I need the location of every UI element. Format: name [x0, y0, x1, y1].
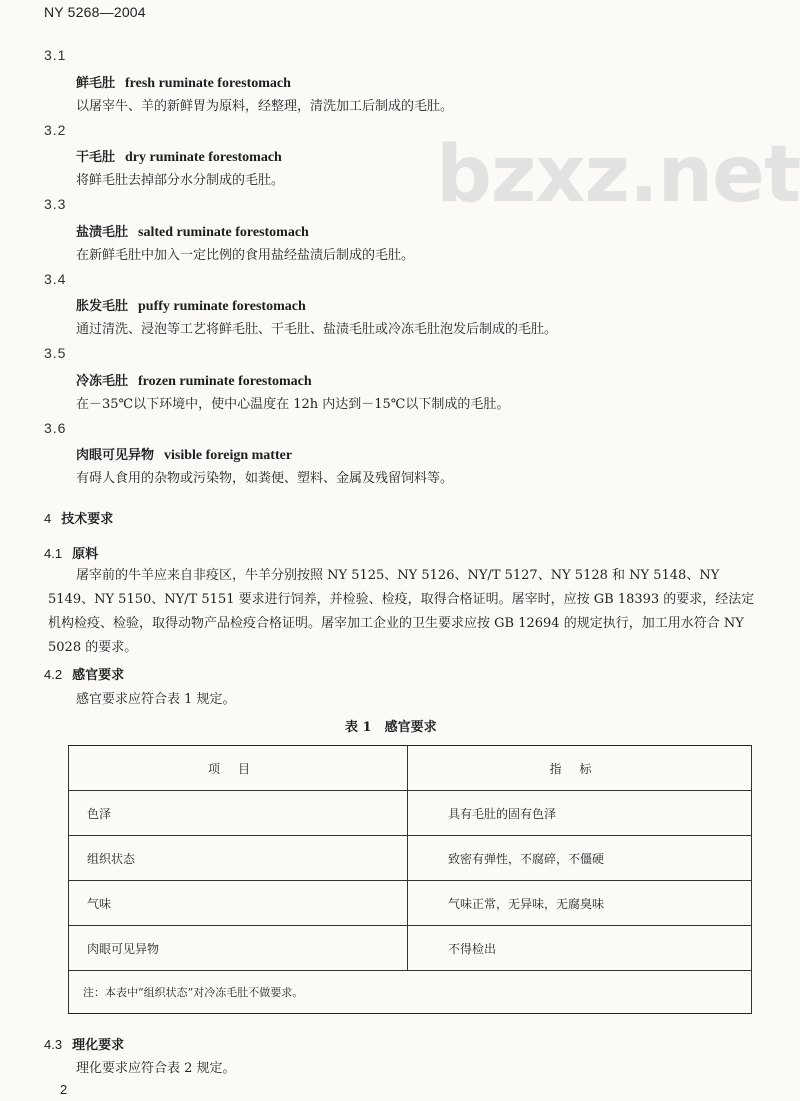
page-number: 2 — [60, 1082, 68, 1097]
term-en: fresh ruminate forestomach — [125, 76, 291, 91]
term-number: 3.5 — [44, 345, 67, 361]
table-note-row — [69, 971, 752, 1014]
table-row — [69, 791, 752, 836]
term-zh: 鲜毛肚 — [76, 76, 116, 91]
term-number: 3.3 — [44, 196, 67, 212]
subsection-number: 4.3 — [44, 1037, 63, 1052]
term-title — [76, 72, 291, 92]
value-cell: 具有毛肚的固有色泽 — [408, 791, 752, 836]
term-definition: 在－35℃以下环境中，使中心温度在 12h 内达到－15℃以下制成的毛肚。 — [76, 397, 510, 412]
table-row — [69, 926, 752, 971]
term-number: 3.1 — [44, 47, 67, 63]
term-number: 3.2 — [44, 122, 67, 138]
term-number: 3.6 — [44, 420, 67, 436]
section-title: 技术要求 — [61, 512, 114, 527]
value-cell: 气味正常，无异味，无腐臭味 — [408, 881, 752, 926]
term-definition: 将鲜毛肚去掉部分水分制成的毛肚。 — [76, 173, 285, 188]
physicochemical-paragraph: 理化要求应符合表 2 规定。 — [76, 1061, 236, 1076]
term-definition: 通过清洗、浸泡等工艺将鲜毛肚、干毛肚、盐渍毛肚或冷冻毛肚泡发后制成的毛肚。 — [76, 322, 558, 337]
table-note: 注：本表中“组织状态”对冷冻毛肚不做要求。 — [69, 971, 752, 1014]
term-title — [76, 444, 292, 464]
subsection-title: 原料 — [72, 547, 99, 562]
item-cell: 肉眼可见异物 — [69, 926, 408, 971]
section-heading — [44, 508, 113, 527]
item-cell: 气味 — [69, 881, 408, 926]
term-en: puffy ruminate forestomach — [138, 299, 306, 314]
term-zh: 盐渍毛肚 — [76, 225, 129, 240]
term-zh: 冷冻毛肚 — [76, 374, 129, 389]
document-code: NY 5268—2004 — [44, 4, 146, 20]
subsection-number: 4.1 — [44, 546, 63, 561]
term-title — [76, 146, 282, 166]
sensory-table — [68, 745, 752, 1014]
term-definition: 在新鲜毛肚中加入一定比例的食用盐经盐渍后制成的毛肚。 — [76, 248, 415, 263]
item-cell: 色泽 — [69, 791, 408, 836]
term-definition: 有碍人食用的杂物或污染物，如粪便、塑料、金属及残留饲料等。 — [76, 471, 454, 486]
term-en: visible foreign matter — [164, 448, 293, 463]
term-zh: 肉眼可见异物 — [76, 448, 155, 463]
column-header-item: 项目 — [69, 746, 408, 791]
term-title — [76, 221, 309, 241]
subsection-title: 感官要求 — [72, 668, 125, 683]
table-caption: 表 1 感官要求 — [345, 720, 437, 735]
term-number: 3.4 — [44, 271, 67, 287]
term-en: salted ruminate forestomach — [138, 225, 309, 240]
subsection-heading — [44, 543, 98, 562]
subsection-heading — [44, 664, 124, 683]
sensory-paragraph: 感官要求应符合表 1 规定。 — [76, 692, 236, 707]
term-en: frozen ruminate forestomach — [138, 374, 312, 389]
table-row — [69, 836, 752, 881]
term-en: dry ruminate forestomach — [125, 150, 282, 165]
term-title — [76, 370, 312, 390]
value-cell: 不得检出 — [408, 926, 752, 971]
table-header-row — [69, 746, 752, 791]
value-cell: 致密有弹性，不腐碎，不僵硬 — [408, 836, 752, 881]
section-number: 4 — [44, 511, 52, 526]
subsection-title: 理化要求 — [72, 1038, 125, 1053]
raw-material-paragraph: 屠宰前的牛羊应来自非疫区，牛羊分别按照 NY 5125、NY 5126、NY/T 5127、NY 5128 和 NY 5148、NY 5149、NY 5150、NY/T 5151 要求进行饲养，并检验、检疫，取得合格证明。屠宰时，应按 GB 18393 的要求，经法定机构检疫、检验，取得动物产品检疫合格证明。屠宰加工企业的卫生要求应按 GB 12694 的规定执行，加工用水符合 NY 5028 的要求。 — [48, 568, 755, 655]
term-title — [76, 295, 306, 315]
subsection-heading — [44, 1034, 124, 1053]
column-header-indicator: 指标 — [408, 746, 752, 791]
term-definition: 以屠宰牛、羊的新鲜胃为原料，经整理，清洗加工后制成的毛肚。 — [76, 99, 454, 114]
term-zh: 干毛肚 — [76, 150, 116, 165]
watermark: bzxz.net — [436, 130, 800, 220]
subsection-number: 4.2 — [44, 667, 63, 682]
table-row — [69, 881, 752, 926]
item-cell: 组织状态 — [69, 836, 408, 881]
term-zh: 胀发毛肚 — [76, 299, 129, 314]
